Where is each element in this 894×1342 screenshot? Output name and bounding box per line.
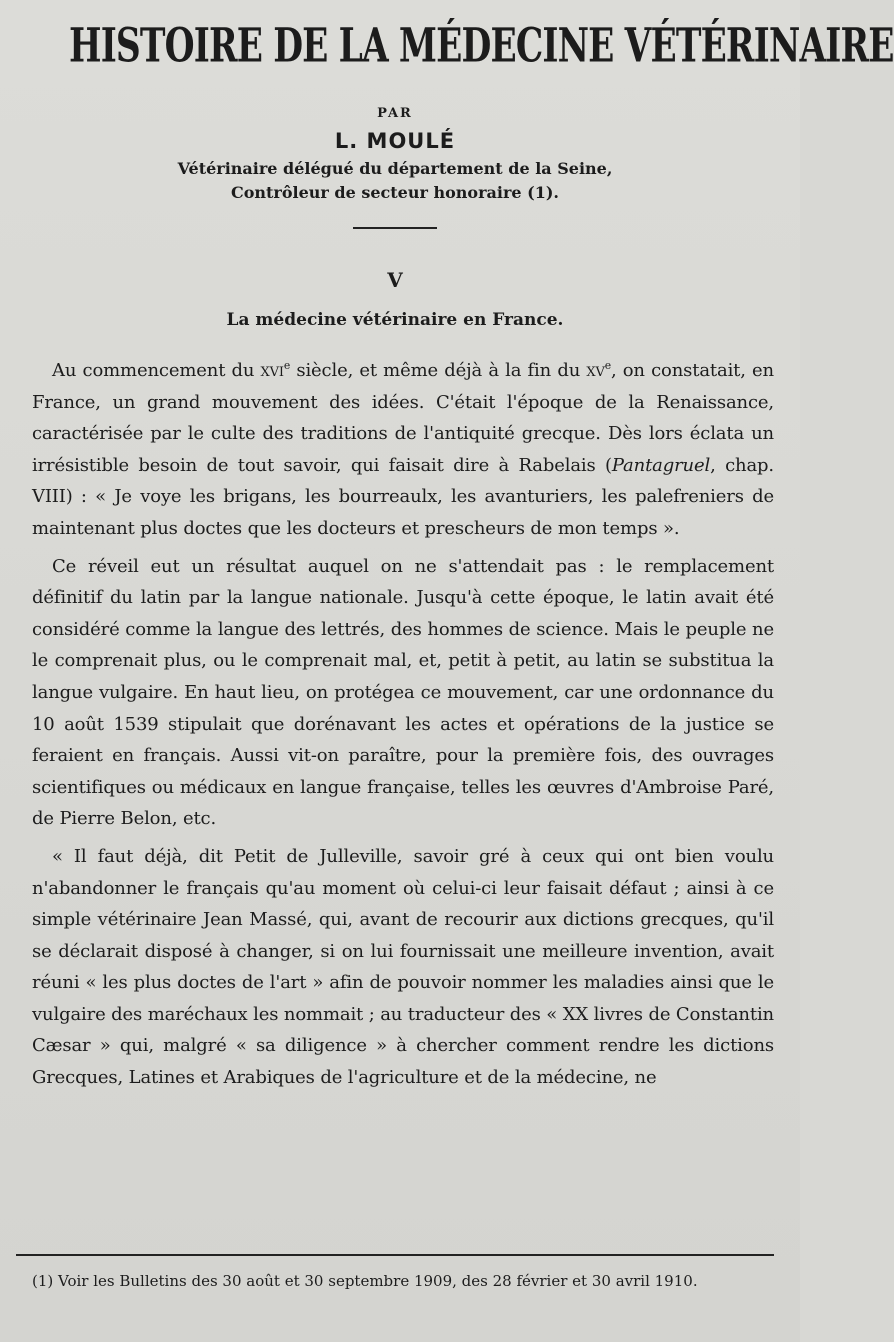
p1-century-16: xvi bbox=[260, 360, 284, 381]
paragraph-1 bbox=[32, 355, 774, 545]
page-title: HISTOIRE DE LA MÉDECINE VÉTÉRINAIRE bbox=[69, 17, 894, 74]
footnote: (1) Voir les Bulletins des 30 août et 30 septembre 1909, des 28 février et 30 avril 1910. bbox=[32, 1272, 698, 1290]
author-name: L. MOULÉ bbox=[334, 129, 456, 153]
p1-book-title: Pantagruel bbox=[611, 454, 711, 476]
paragraph-3: « Il faut déjà, dit Petit de Julleville, savoir gré à ceux qui ont bien voulu n'abandonner le français qu'au moment où celui-ci leur faisait défaut ; ainsi à ce simple vétérinaire Jean Massé, qui, avant de recourir aux dictions grecques, qu'il se déclarait disposé à changer, si on lui fournissait une meilleure invention, avait réuni « les plus doctes de l'art » afin de pouvoir nommer les maladies ainsi que le vulgaire des maréchaux les nommait ; au traducteur des « XX livres de Constantin Cæsar » qui, malgré « sa diligence » à chercher comment rendre les dictions Grecques, Latines et Arabiques de l'agriculture et de la médecine, ne bbox=[32, 845, 774, 1089]
p1-text-a: Au commencement du bbox=[52, 360, 261, 381]
author-affiliation-2: Contrôleur de secteur honoraire (1). bbox=[231, 183, 559, 202]
author-affiliation-1: Vétérinaire délégué du département de la Seine, bbox=[177, 159, 613, 178]
p1-text-i: , chap. VIII) : « Je voye les brigans, les bourreaulx, les avanturiers, les palefreniers de maintenant plus doctes que les docteurs et prescheurs de mon temps ». bbox=[32, 454, 774, 539]
p1-text-d: siècle, et même déjà à la fin du bbox=[290, 360, 587, 381]
p1-text-g: , on constatait, en France, un grand mouvement des idées. C'était l'époque de la Renaissance, caractérisée par le culte des traditions de l'antiquité grecque. Dès lors éclata un irrésistible besoin de tout savoir, qui faisait dire à Rabelais ( bbox=[32, 360, 774, 476]
body-text bbox=[16, 355, 774, 1094]
chapter-number: V bbox=[387, 268, 403, 292]
p1-sup-1: e bbox=[283, 359, 291, 372]
byline-par: PAR bbox=[377, 106, 413, 121]
footnote-divider bbox=[16, 1254, 774, 1256]
paragraph-2: Ce réveil eut un résultat auquel on ne s'attendait pas : le remplacement définitif du latin par la langue nationale. Jusqu'à cette époque, le latin avait été considéré comme la langue des lettrés, des hommes de science. Mais le peuple ne le comprenait plus, ou le comprenait mal, et, petit à petit, au latin se substitua la langue vulgaire. En haut lieu, on protégea ce mouvement, car une ordonnance du 10 août 1539 stipulait que dorénavant les actes et opérations de la justice se feraient en français. Aussi vit-on paraître, pour la première fois, des ouvrages scientifiques ou médicaux en langue française, telles les œuvres d'Ambroise Paré, de Pierre Belon, etc. bbox=[32, 555, 774, 830]
chapter-title: La médecine vétérinaire en France. bbox=[226, 310, 564, 330]
p1-sup-2: e bbox=[604, 359, 611, 372]
p1-century-15: xv bbox=[586, 360, 605, 381]
title-divider bbox=[353, 227, 437, 229]
